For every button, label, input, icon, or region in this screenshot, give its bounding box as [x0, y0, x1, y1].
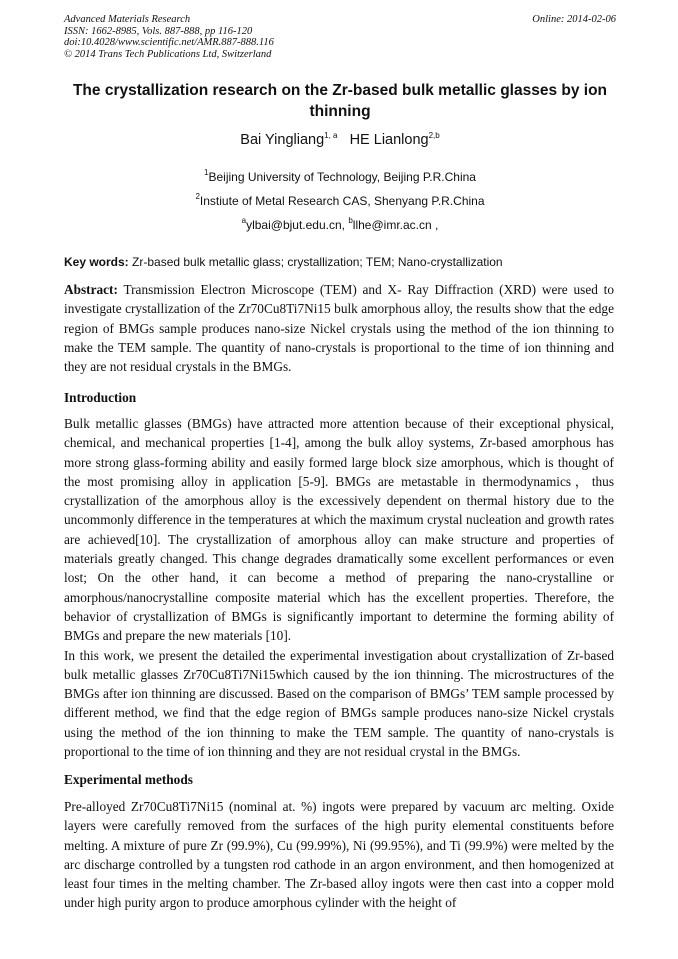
- author-2-sup: 2,b: [428, 131, 440, 140]
- introduction-body: [64, 414, 614, 761]
- doi-line: doi:10.4028/www.scientific.net/AMR.887-888.116: [64, 37, 274, 49]
- author-2: HE Lianlong: [349, 132, 429, 148]
- email-a-sup: a: [241, 216, 247, 225]
- journal-name: Advanced Materials Research: [64, 14, 191, 25]
- keywords-text: Zr-based bulk metallic glass; crystallization; TEM; Nano-crystallization: [128, 255, 503, 269]
- author-line: [64, 131, 616, 148]
- affiliation-2-sup: 2: [195, 192, 200, 201]
- paper-title: The crystallization research on the Zr-based bulk metallic glasses by ion thinning: [72, 82, 608, 120]
- introduction-paragraph-1: Bulk metallic glasses (BMGs) have attracted more attention because of their exceptional physical, chemical, and mechanical properties [1-4], among the bulk alloy systems, Zr-based amorphous has more strong glass-forming ability and easily formed large block size amorphous, which is thought of the most promising alloy in application [5-9]. BMGs are metastable in thermodynamics，thus crystallization of the amorphous alloy is the excessively dependent on thermal history due to the uncommonly difference in the temperatures at which the maximum crystal nucleation and growth rates are achieved[10]. The crystallization of amorphous alloy can make structure and properties of materials greatly changed. This change degrades dramatically some excellent performances or even lost; On the other hand, it can become a method of preparing the nano-crystalline or amorphous/nanocrystalline composite material which has the excellent properties. Therefore, the behavior of crystallization of BMGs is significantly important to determine the forming ability of BMGs and prepare the new materials [10].: [64, 416, 614, 644]
- copyright-line: © 2014 Trans Tech Publications Ltd, Switzerland: [64, 48, 272, 60]
- affiliation-1-sup: 1: [204, 168, 209, 177]
- keywords-label: Key words:: [64, 255, 129, 269]
- online-date: Online: 2014-02-06: [532, 14, 616, 25]
- introduction-paragraph-2: In this work, we present the detailed the experimental investigation about crystallization of Zr-based bulk metallic glasses Zr70Cu8Ti7Ni15which caused by the ion thinning. The microstructures of the BMGs after ion thinning are discussed. Based on the comparison of BMGs’ TEM sample processed by different method, we find that the edge region of BMGs sample produces nano-size Nickel crystals using the method of the ion thinning to make the TEM sample. The quantity of nano-crystals is proportional to the time of ion thinning and they are not residual crystal in the BMGs.: [64, 647, 614, 760]
- methods-paragraph-1: Pre-alloyed Zr70Cu8Ti7Ni15 (nominal at. %) ingots were prepared by vacuum arc melting. Oxide layers were carefully removed from the surfaces of the high purity elemental constituents before melting. A mixture of pure Zr (99.9%), Cu (99.99%), Ni (99.95%), and Ti (99.9%) were melted by the arc discharge controlled by a tungsten rod cathode in an argon environment, and then homogenized at least four times in the melting chamber. The Zr-based alloy ingots were then cast into a copper mold under high purity argon to produce amorphous cylinder with the height of: [64, 799, 614, 911]
- introduction-heading: Introduction: [64, 390, 137, 405]
- running-header: [64, 14, 616, 60]
- affiliation-1-text: Beijing University of Technology, Beijing P.R.China: [208, 170, 476, 184]
- methods-heading: Experimental methods: [64, 772, 193, 787]
- issn-line: ISSN: 1662-8985, Vols. 887-888, pp 116-120: [64, 25, 253, 37]
- abstract-text: Transmission Electron Microscope (TEM) and X- Ray Diffraction (XRD) were used to investigate crystallization of the Zr70Cu8Ti7Ni15 bulk amorphous alloy, the results show that the edge region of BMGs sample produces nano-size Nickel crystals using the method of the ion thinning to make the TEM sample. The quantity of nano-crystals is proportional to the time of ion thinning and they are not residual crystals in the BMGs.: [64, 282, 614, 375]
- author-1-sup: 1, a: [324, 131, 338, 140]
- abstract: [64, 280, 614, 376]
- email-b-sup: b: [348, 216, 353, 225]
- affiliation-1: [64, 168, 616, 184]
- keywords: [64, 255, 616, 269]
- email-a[interactable]: ylbai@bjut.edu.cn,: [246, 218, 349, 232]
- affiliation-2-text: Instiute of Metal Research CAS, Shenyang P.R.China: [199, 194, 485, 208]
- methods-body: [64, 797, 614, 913]
- email-line: [64, 216, 616, 232]
- affiliation-2: [64, 192, 616, 208]
- abstract-label: Abstract:: [64, 282, 118, 297]
- email-b[interactable]: llhe@imr.ac.cn ,: [352, 218, 439, 232]
- author-1: Bai Yingliang: [240, 132, 325, 148]
